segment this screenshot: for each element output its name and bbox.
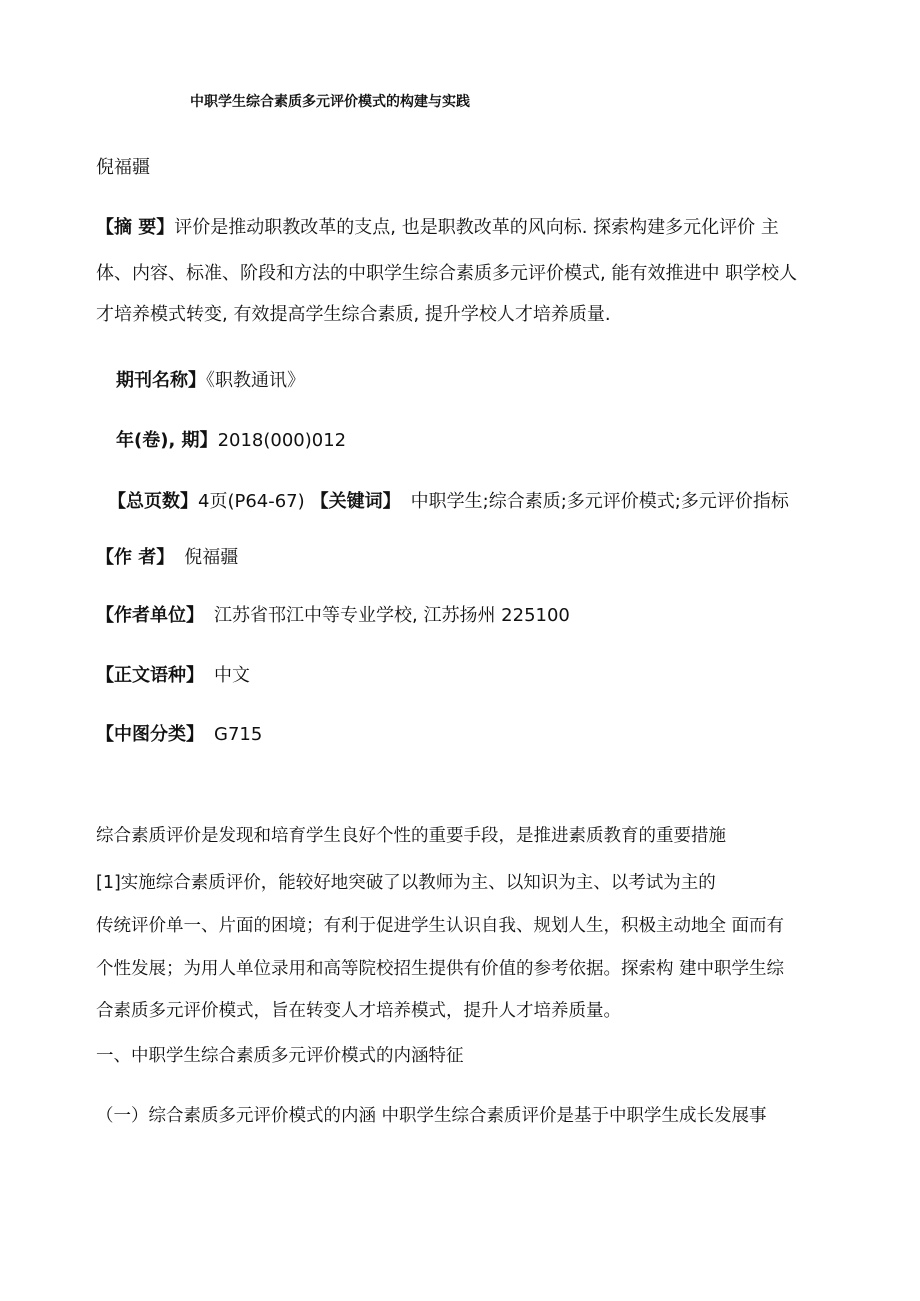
meta-pages-value: 4页(P64-67)	[198, 491, 305, 512]
meta-issue	[116, 429, 346, 453]
meta-language	[96, 664, 250, 688]
meta-author-label: 【作 者】	[96, 547, 175, 568]
body-line-1: 综合素质评价是发现和培育学生良好个性的重要手段，是推进素质教育的重要措施	[96, 826, 726, 846]
section-heading-1: 一、中职学生综合素质多元评价模式的内涵特征	[96, 1046, 464, 1066]
meta-affiliation	[96, 604, 570, 628]
body-line-2: [1]实施综合素质评价，能较好地突破了以教师为主、以知识为主、以考试为主的	[96, 873, 716, 893]
abstract-line-3: 才培养模式转变, 有效提高学生综合素质, 提升学校人才培养质量.	[96, 304, 611, 325]
meta-pages-keywords	[108, 490, 789, 514]
abstract-line-2: 体、内容、标准、阶段和方法的中职学生综合素质多元评价模式, 能有效推进中 职学校人	[96, 263, 798, 284]
meta-classification-label: 【中图分类】	[96, 724, 204, 745]
body-line-4: 个性发展；为用人单位录用和高等院校招生提供有价值的参考依据。探索构 建中职学生综	[96, 959, 785, 979]
meta-pages-label: 【总页数】	[108, 491, 198, 512]
meta-classification	[96, 723, 262, 747]
subsection-line: （一）综合素质多元评价模式的内涵 中职学生综合素质评价是基于中职学生成长发展事	[96, 1106, 767, 1126]
document-title: 中职学生综合素质多元评价模式的构建与实践	[190, 94, 470, 110]
body-line-5: 合素质多元评价模式，旨在转变人才培养模式，提升人才培养质量。	[96, 1001, 621, 1021]
abstract-line-1	[96, 216, 779, 240]
author-line: 倪福疆	[96, 157, 150, 178]
meta-language-value: 中文	[214, 665, 250, 686]
meta-journal-value: 《职教通讯》	[206, 370, 305, 391]
meta-affiliation-value: 江苏省邗江中等专业学校, 江苏扬州 225100	[214, 605, 570, 626]
meta-journal-label: 期刊名称】	[116, 370, 206, 391]
body-line-3: 传统评价单一、片面的困境；有利于促进学生认识自我、规划人生，积极主动地全 面而有	[96, 916, 785, 936]
abstract-label: 【摘 要】	[96, 217, 175, 238]
meta-classification-value: G715	[214, 724, 263, 745]
meta-journal	[116, 369, 305, 393]
meta-issue-value: 2018(000)012	[217, 430, 347, 451]
meta-author	[96, 546, 238, 570]
meta-author-value: 倪福疆	[184, 547, 239, 568]
meta-issue-label: 年(卷), 期】	[116, 430, 218, 451]
abstract-text-1: 评价是推动职教改革的支点, 也是职教改革的风向标. 探索构建多元化评价 主	[174, 217, 779, 238]
meta-keywords-value: 中职学生;综合素质;多元评价模式;多元评价指标	[410, 491, 789, 512]
meta-affiliation-label: 【作者单位】	[96, 605, 204, 626]
meta-language-label: 【正文语种】	[96, 665, 204, 686]
meta-keywords-label: 【关键词】	[310, 491, 401, 512]
